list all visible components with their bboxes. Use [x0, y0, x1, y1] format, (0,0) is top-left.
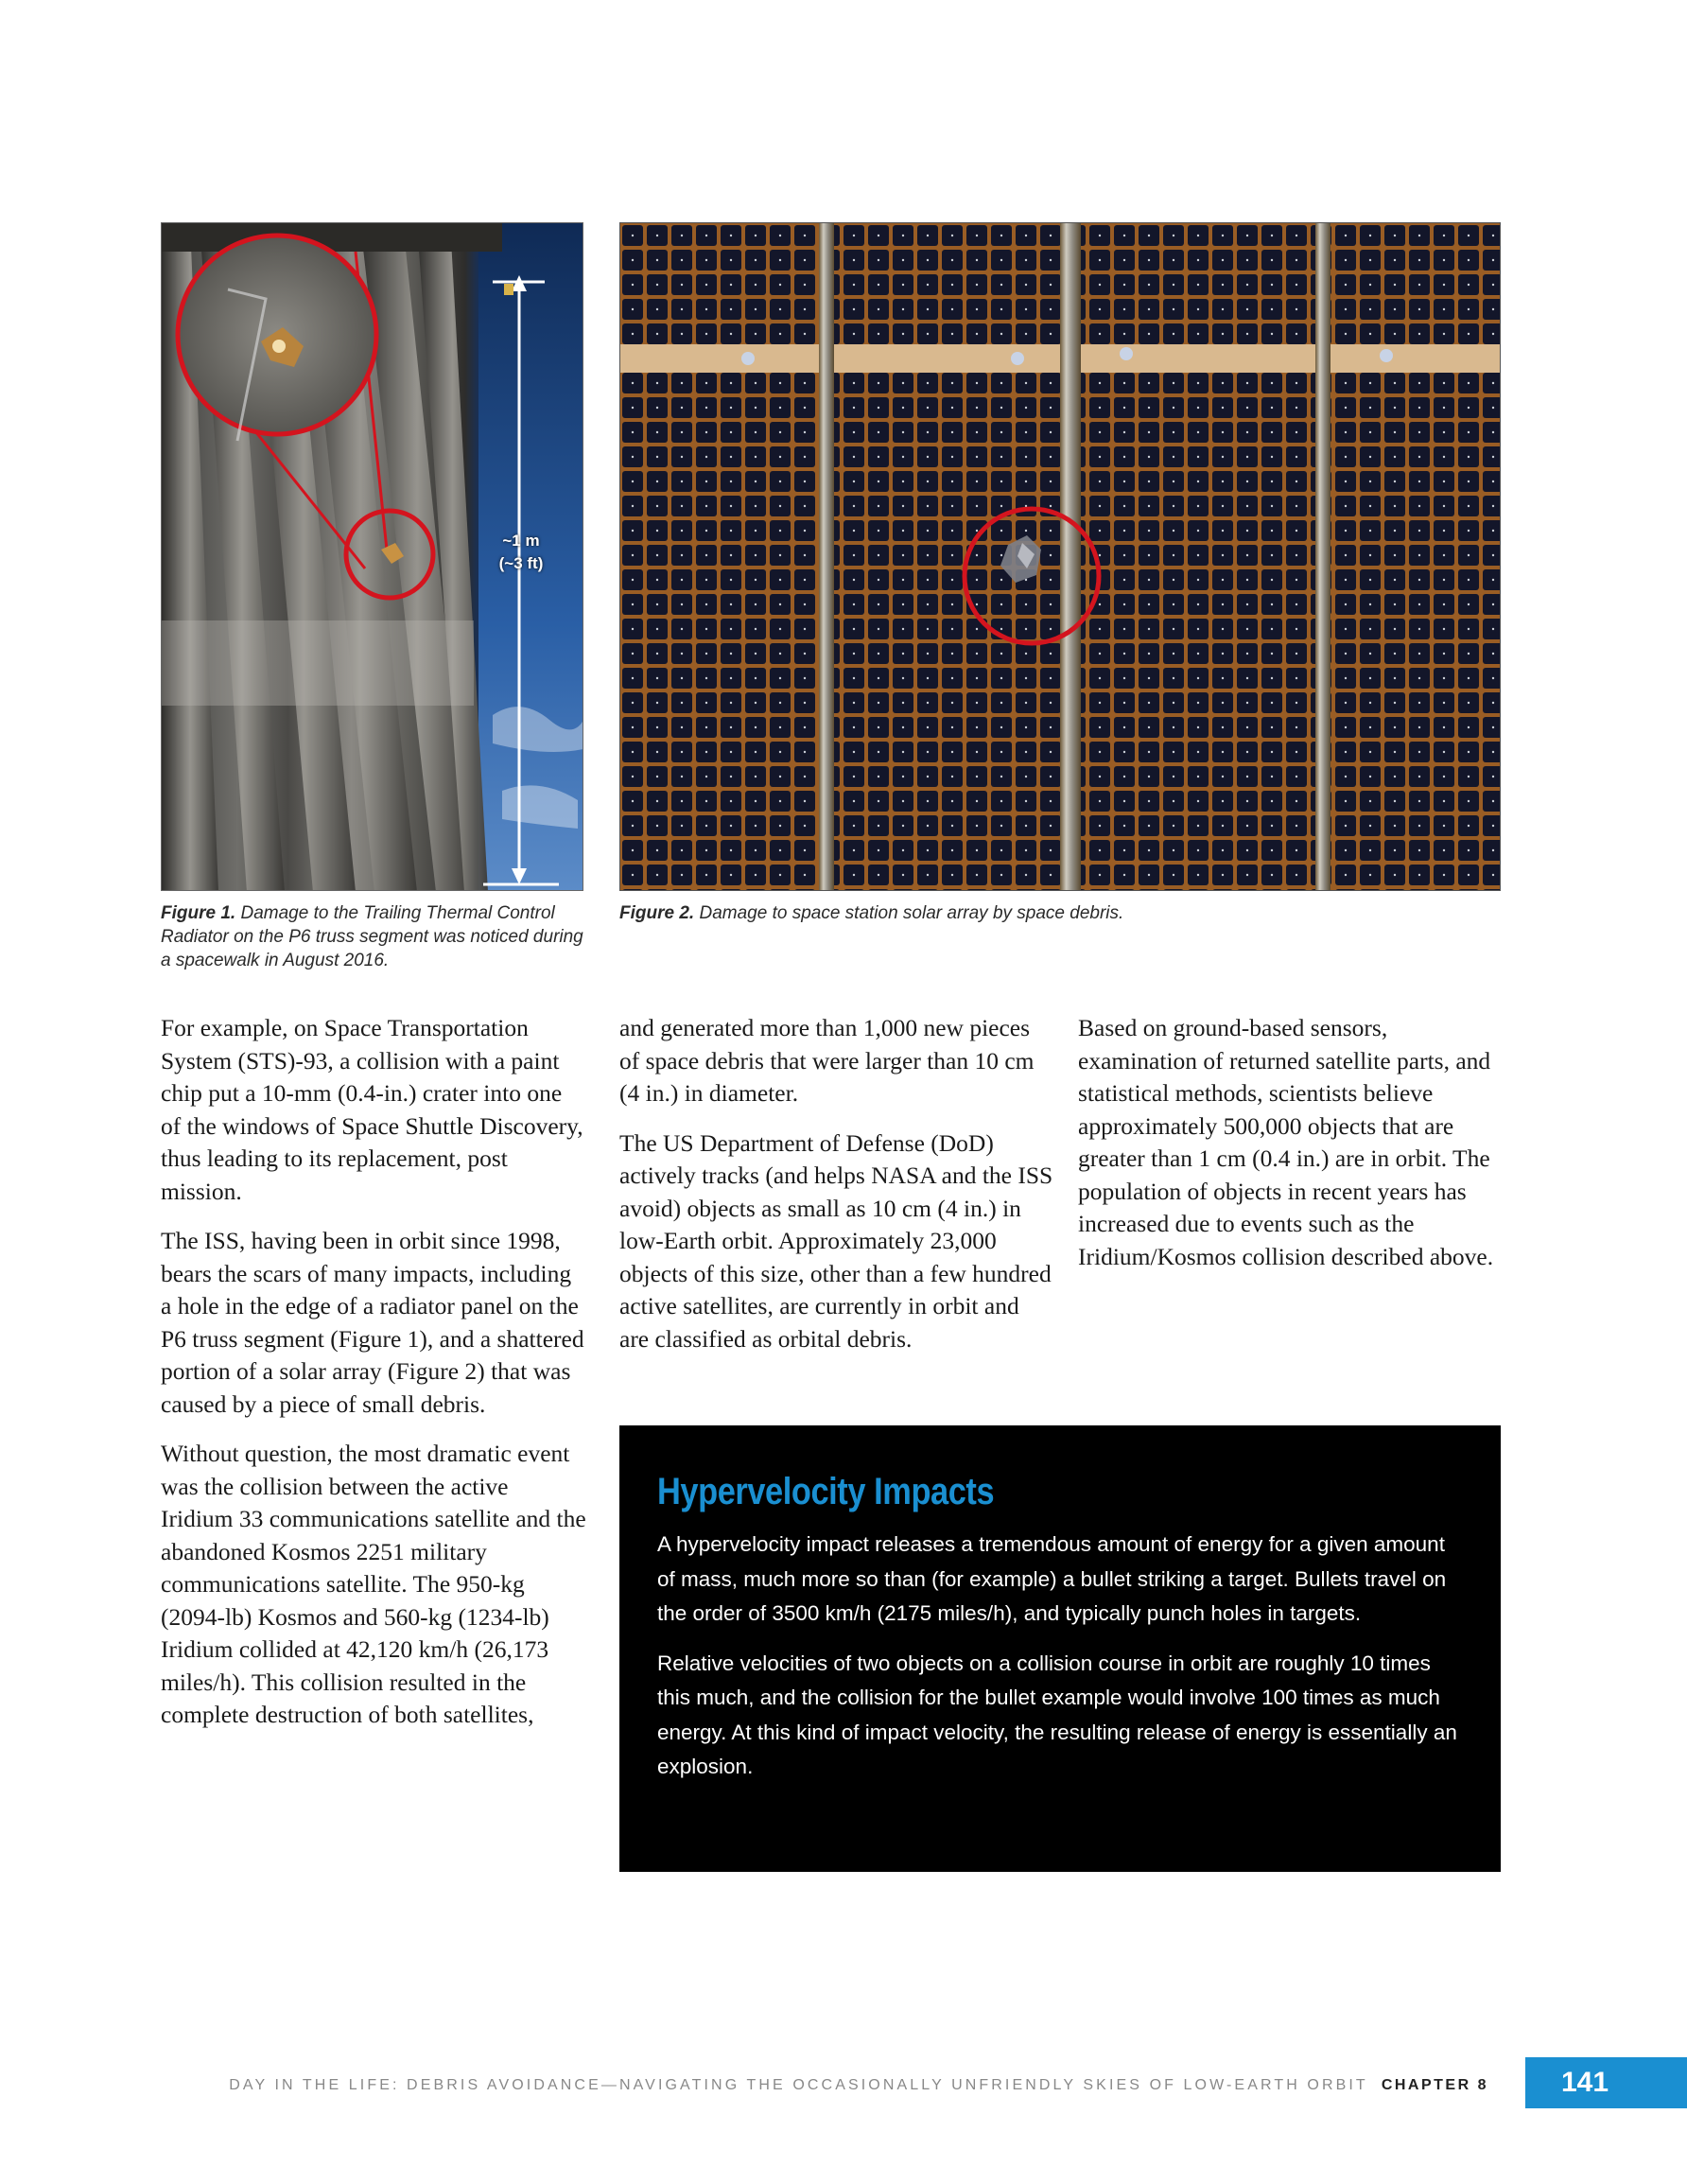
figure-1-image — [161, 222, 583, 891]
body-column-3 — [1078, 1012, 1508, 1290]
paragraph-iss-scars: The ISS, having been in orbit since 1998, bears the scars of many impacts, including a hole in the edge of a radiator panel on the P6 truss segment (Figure 1), and a shattered portion of a solar array (Figure 2) that was caused by a piece of small debris. — [161, 1227, 584, 1418]
hypervelocity-sidebar — [619, 1425, 1501, 1872]
sidebar-paragraph-2: Relative velocities of two objects on a collision course in orbit are roughly 10 times this much, and the collision for the bullet example would involve 100 times as much energy. At this kind of impact velocity, the resulting release of energy is essentially an explosion. — [657, 1651, 1457, 1778]
sidebar-paragraph-1: A hypervelocity impact releases a tremendous amount of energy for a given amount of mass, much more so than (for example) a bullet striking a target. Bullets travel on the order of 3500 km/h (2175 miles/h), and typically punch holes in targets. — [657, 1532, 1447, 1625]
figure-2-caption-label: Figure 2. — [619, 903, 695, 923]
solar-array-photo-graphic — [620, 223, 1501, 891]
figure-1-caption — [161, 901, 586, 972]
body-column-2 — [619, 1012, 1054, 1372]
paragraph-sts-93: For example, on Space Transportation System (STS)-93, a collision with a paint chip put a 10-mm (0.4-in.) crater into one of the windows of Space Shuttle Discovery, thus leading to its replacement, post mission. — [161, 1014, 583, 1205]
chapter-label: CHAPTER 8 — [1381, 2077, 1488, 2093]
paragraph-object-population: Based on ground-based sensors, examination of returned satellite parts, and statistical methods, scientists believe approximately 500,000 objects that are greater than 1 cm (0.4 in.) are in orbit. The population of objects in recent years has increased due to events such as the Iridium/Kosmos collision described above. — [1078, 1014, 1494, 1270]
figure-1-caption-label: Figure 1. — [161, 903, 236, 923]
body-column-1 — [161, 1012, 586, 1749]
paragraph-debris-generated: and generated more than 1,000 new pieces of space debris that were larger than 10 cm (4 in.) in diameter. — [619, 1014, 1035, 1107]
dimension-metric-label: ~1 m — [502, 532, 540, 550]
running-footer — [229, 2077, 1488, 2094]
paragraph-iridium-kosmos: Without question, the most dramatic event was the collision between the active Iridium 33 communications satellite and the abandoned Kosmos 2251 military communications satellite. The 950-kg (2094-lb) Kosmos and 560-kg (1234-lb) Iridium collided at 42,120 km/h (26,173 miles/h). This collision resulted in the complete destruction of both satellites, — [161, 1440, 586, 1728]
figure-1-caption-text: Damage to the Trailing Thermal Control Radiator on the P6 truss segment was noticed during a spacewalk in August 2016. — [161, 903, 583, 970]
figure-2-caption — [619, 901, 1499, 925]
page-number: 141 — [1525, 2057, 1687, 2108]
running-title: DAY IN THE LIFE: DEBRIS AVOIDANCE—NAVIGATING THE OCCASIONALLY UNFRIENDLY SKIES OF LOW-EARTH ORBIT — [229, 2077, 1368, 2093]
sidebar-title: Hypervelocity Impacts — [657, 1471, 995, 1512]
figure-2-caption-text: Damage to space station solar array by space debris. — [699, 903, 1124, 923]
paragraph-dod-tracking: The US Department of Defense (DoD) actively tracks (and helps NASA and the ISS avoid) objects as small as 10 cm (4 in.) in low-Earth orbit. Approximately 23,000 objects of this size, other than a few hundred active satellites, are currently in orbit and are classified as orbital debris. — [619, 1128, 1053, 1353]
figure-2-image — [619, 222, 1501, 891]
dimension-imperial-label: (~3 ft) — [498, 554, 544, 572]
